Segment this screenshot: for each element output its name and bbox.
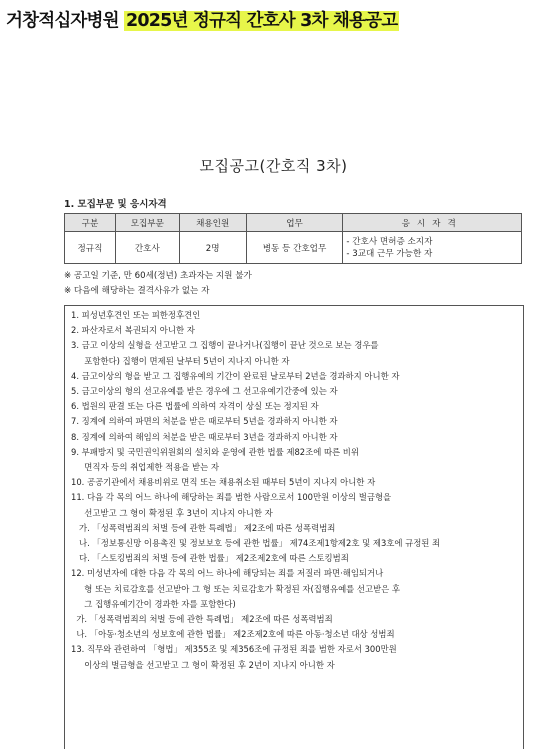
disqualification-item: 그 집행유예기간이 경과한 자를 포함한다) [71, 598, 236, 609]
recruitment-table [64, 213, 522, 264]
cell-duty: 병동 등 간호업무 [246, 232, 343, 264]
disqualification-item: 13. 직무와 관련하여 「형법」 제355조 및 제356조에 규정된 죄를 범한 자로서 300만원 [71, 644, 397, 655]
disqualification-item: 다. 「스토킹범죄의 처벌 등에 관한 법률」 제2조제2호에 따른 스토킹범죄 [71, 553, 349, 564]
table-header-row [65, 214, 522, 232]
disqualification-item: 7. 징계에 의하여 파면의 처분을 받은 때로부터 5년을 경과하지 아니한 자 [71, 416, 338, 427]
note-disqualification: ※ 다음에 해당하는 결격사유가 없는 자 [64, 286, 210, 296]
header-duty: 업무 [246, 214, 343, 232]
disqualification-item: 포함한다) 집행이 면제된 날부터 5년이 지나지 아니한 자 [71, 355, 290, 366]
document-title: 모집공고(간호직 3차) [199, 157, 348, 175]
post-title [6, 7, 399, 32]
disqualification-item: 8. 징계에 의하여 해임의 처분을 받은 때로부터 3년을 경과하지 아니한 자 [71, 431, 338, 442]
disqualification-item: 10. 공공기관에서 채용비위로 면직 또는 채용취소된 때부터 5년이 지나지 아니한 자 [71, 477, 376, 488]
section-heading-recruitment: 1. 모집부문 및 응시자격 [64, 199, 167, 210]
cell-dept: 간호사 [115, 232, 179, 264]
qualification-item: - 3교대 근무 가능한 자 [346, 248, 433, 259]
header-count: 채용인원 [179, 214, 246, 232]
disqualification-item: 5. 금고이상의 형의 선고유예를 받은 경우에 그 선고유예기간중에 있는 자 [71, 386, 338, 397]
post-title-prefix: 거창적십자병원 [6, 11, 125, 31]
disqualification-item: 이상의 벌금형을 선고받고 그 형이 확정된 후 2년이 지나지 아니한 자 [71, 659, 335, 670]
cell-count: 2명 [179, 232, 246, 264]
disqualification-list [71, 308, 440, 673]
table-row [65, 232, 522, 264]
disqualification-item: 3. 금고 이상의 실형을 선고받고 그 집행이 끝나거나(집행이 끝난 것으로 보는 경우를 [71, 340, 379, 351]
header-category: 구분 [65, 214, 116, 232]
disqualification-item: 나. 「아동·청소년의 성보호에 관한 법률」 제2조제2호에 따른 아동·청소년 대상 성범죄 [71, 629, 395, 640]
header-dept: 모집부문 [115, 214, 179, 232]
disqualification-item: 6. 법원의 판결 또는 다른 법률에 의하여 자격이 상실 또는 정지된 자 [71, 401, 319, 412]
disqualification-item: 2. 파산자로서 복권되지 아니한 자 [71, 325, 195, 336]
cell-qualifications [343, 232, 522, 264]
disqualification-item: 4. 금고이상의 형을 받고 그 집행유예의 기간이 완료된 날로부터 2년을 경과하지 아니한 자 [71, 370, 400, 381]
disqualification-item: 나. 「정보통신망 이용촉진 및 정보보호 등에 관한 법률」 제74조제1항제2호 및 제3호에 규정된 죄 [71, 538, 441, 549]
notes [64, 269, 252, 299]
disqualification-item: 9. 부패방지 및 국민권익위원회의 설치와 운영에 관한 법률 제82조에 따른 비위 [71, 446, 359, 457]
note-age-limit: ※ 공고일 기준, 만 60세(정년) 초과자는 지원 불가 [64, 271, 252, 281]
cell-category: 정규직 [65, 232, 116, 264]
disqualification-item: 11. 다음 각 목의 어느 하나에 해당하는 죄를 범한 사람으로서 100만원 이상의 벌금형을 [71, 492, 392, 503]
disqualification-item: 형 또는 치료감호를 선고받아 그 형 또는 치료감호가 확정된 자(집행유예를 선고받은 후 [71, 583, 401, 594]
disqualification-item: 가. 「성폭력범죄의 처벌 등에 관한 특례법」 제2조에 따른 성폭력범죄 [71, 522, 336, 533]
qualification-item: - 간호사 면허증 소지자 [346, 236, 433, 247]
header-qualifications: 응시자격 [343, 214, 522, 232]
disqualification-box [64, 305, 524, 749]
disqualification-item: 12. 미성년자에 대한 다음 각 목의 어느 하나에 해당되는 죄를 저질러 파면·해임되거나 [71, 568, 384, 579]
disqualification-item: 면직자 등의 취업제한 적용을 받는 자 [71, 462, 219, 473]
disqualification-item: 선고받고 그 형이 확정된 후 3년이 지나지 아니한 자 [71, 507, 273, 518]
disqualification-item: 가. 「성폭력범죄의 처벌 등에 관한 특례법」 제2조에 따른 성폭력범죄 [71, 614, 333, 625]
disqualification-item: 1. 피성년후견인 또는 피한정후견인 [71, 310, 201, 320]
post-title-highlight: 2025년 정규직 간호사 3차 채용공고 [126, 11, 398, 31]
